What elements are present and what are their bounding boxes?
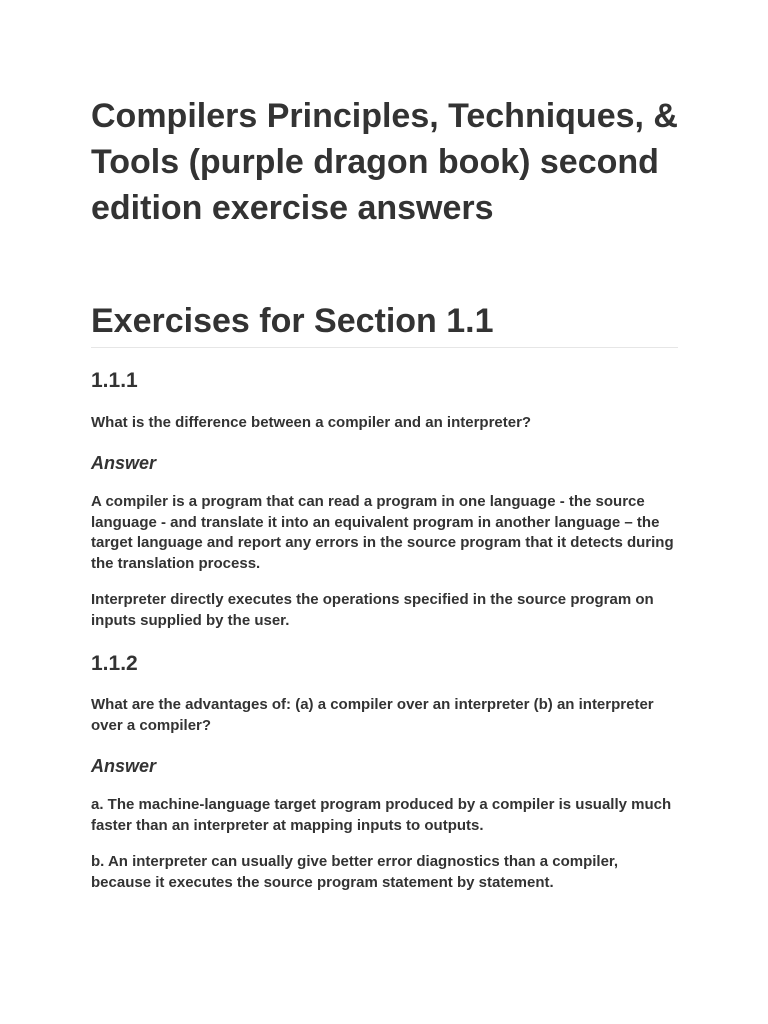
answer-paragraph: a. The machine-language target program produced by a compiler is usually much faster than an interpreter at mapping inputs to outputs. — [91, 796, 672, 834]
exercise-question: What is the difference between a compiler and an interpreter? — [91, 414, 532, 431]
answer-heading: Answer — [91, 756, 157, 776]
section-title: Exercises for Section 1.1 — [91, 302, 494, 340]
document-title: Compilers Principles, Techniques, & Tools (purple dragon book) second edition exercise answers — [91, 97, 678, 227]
exercise-number: 1.1.2 — [91, 652, 138, 675]
answer-paragraph: b. An interpreter can usually give better error diagnostics than a compiler, because it executes the source program statement by statement. — [91, 853, 619, 891]
exercise-number: 1.1.1 — [91, 369, 138, 392]
exercise-question: What are the advantages of: (a) a compiler over an interpreter (b) an interpreter over a compiler? — [91, 696, 654, 734]
answer-paragraph: Interpreter directly executes the operations specified in the source program on inputs supplied by the user. — [91, 591, 654, 629]
answer-paragraph: A compiler is a program that can read a program in one language - the source language - and translate it into an equivalent program in another language – the target language and report any errors in the source program that it detects during the translation process. — [91, 493, 674, 573]
answer-heading: Answer — [91, 453, 157, 473]
section-divider — [91, 347, 678, 348]
